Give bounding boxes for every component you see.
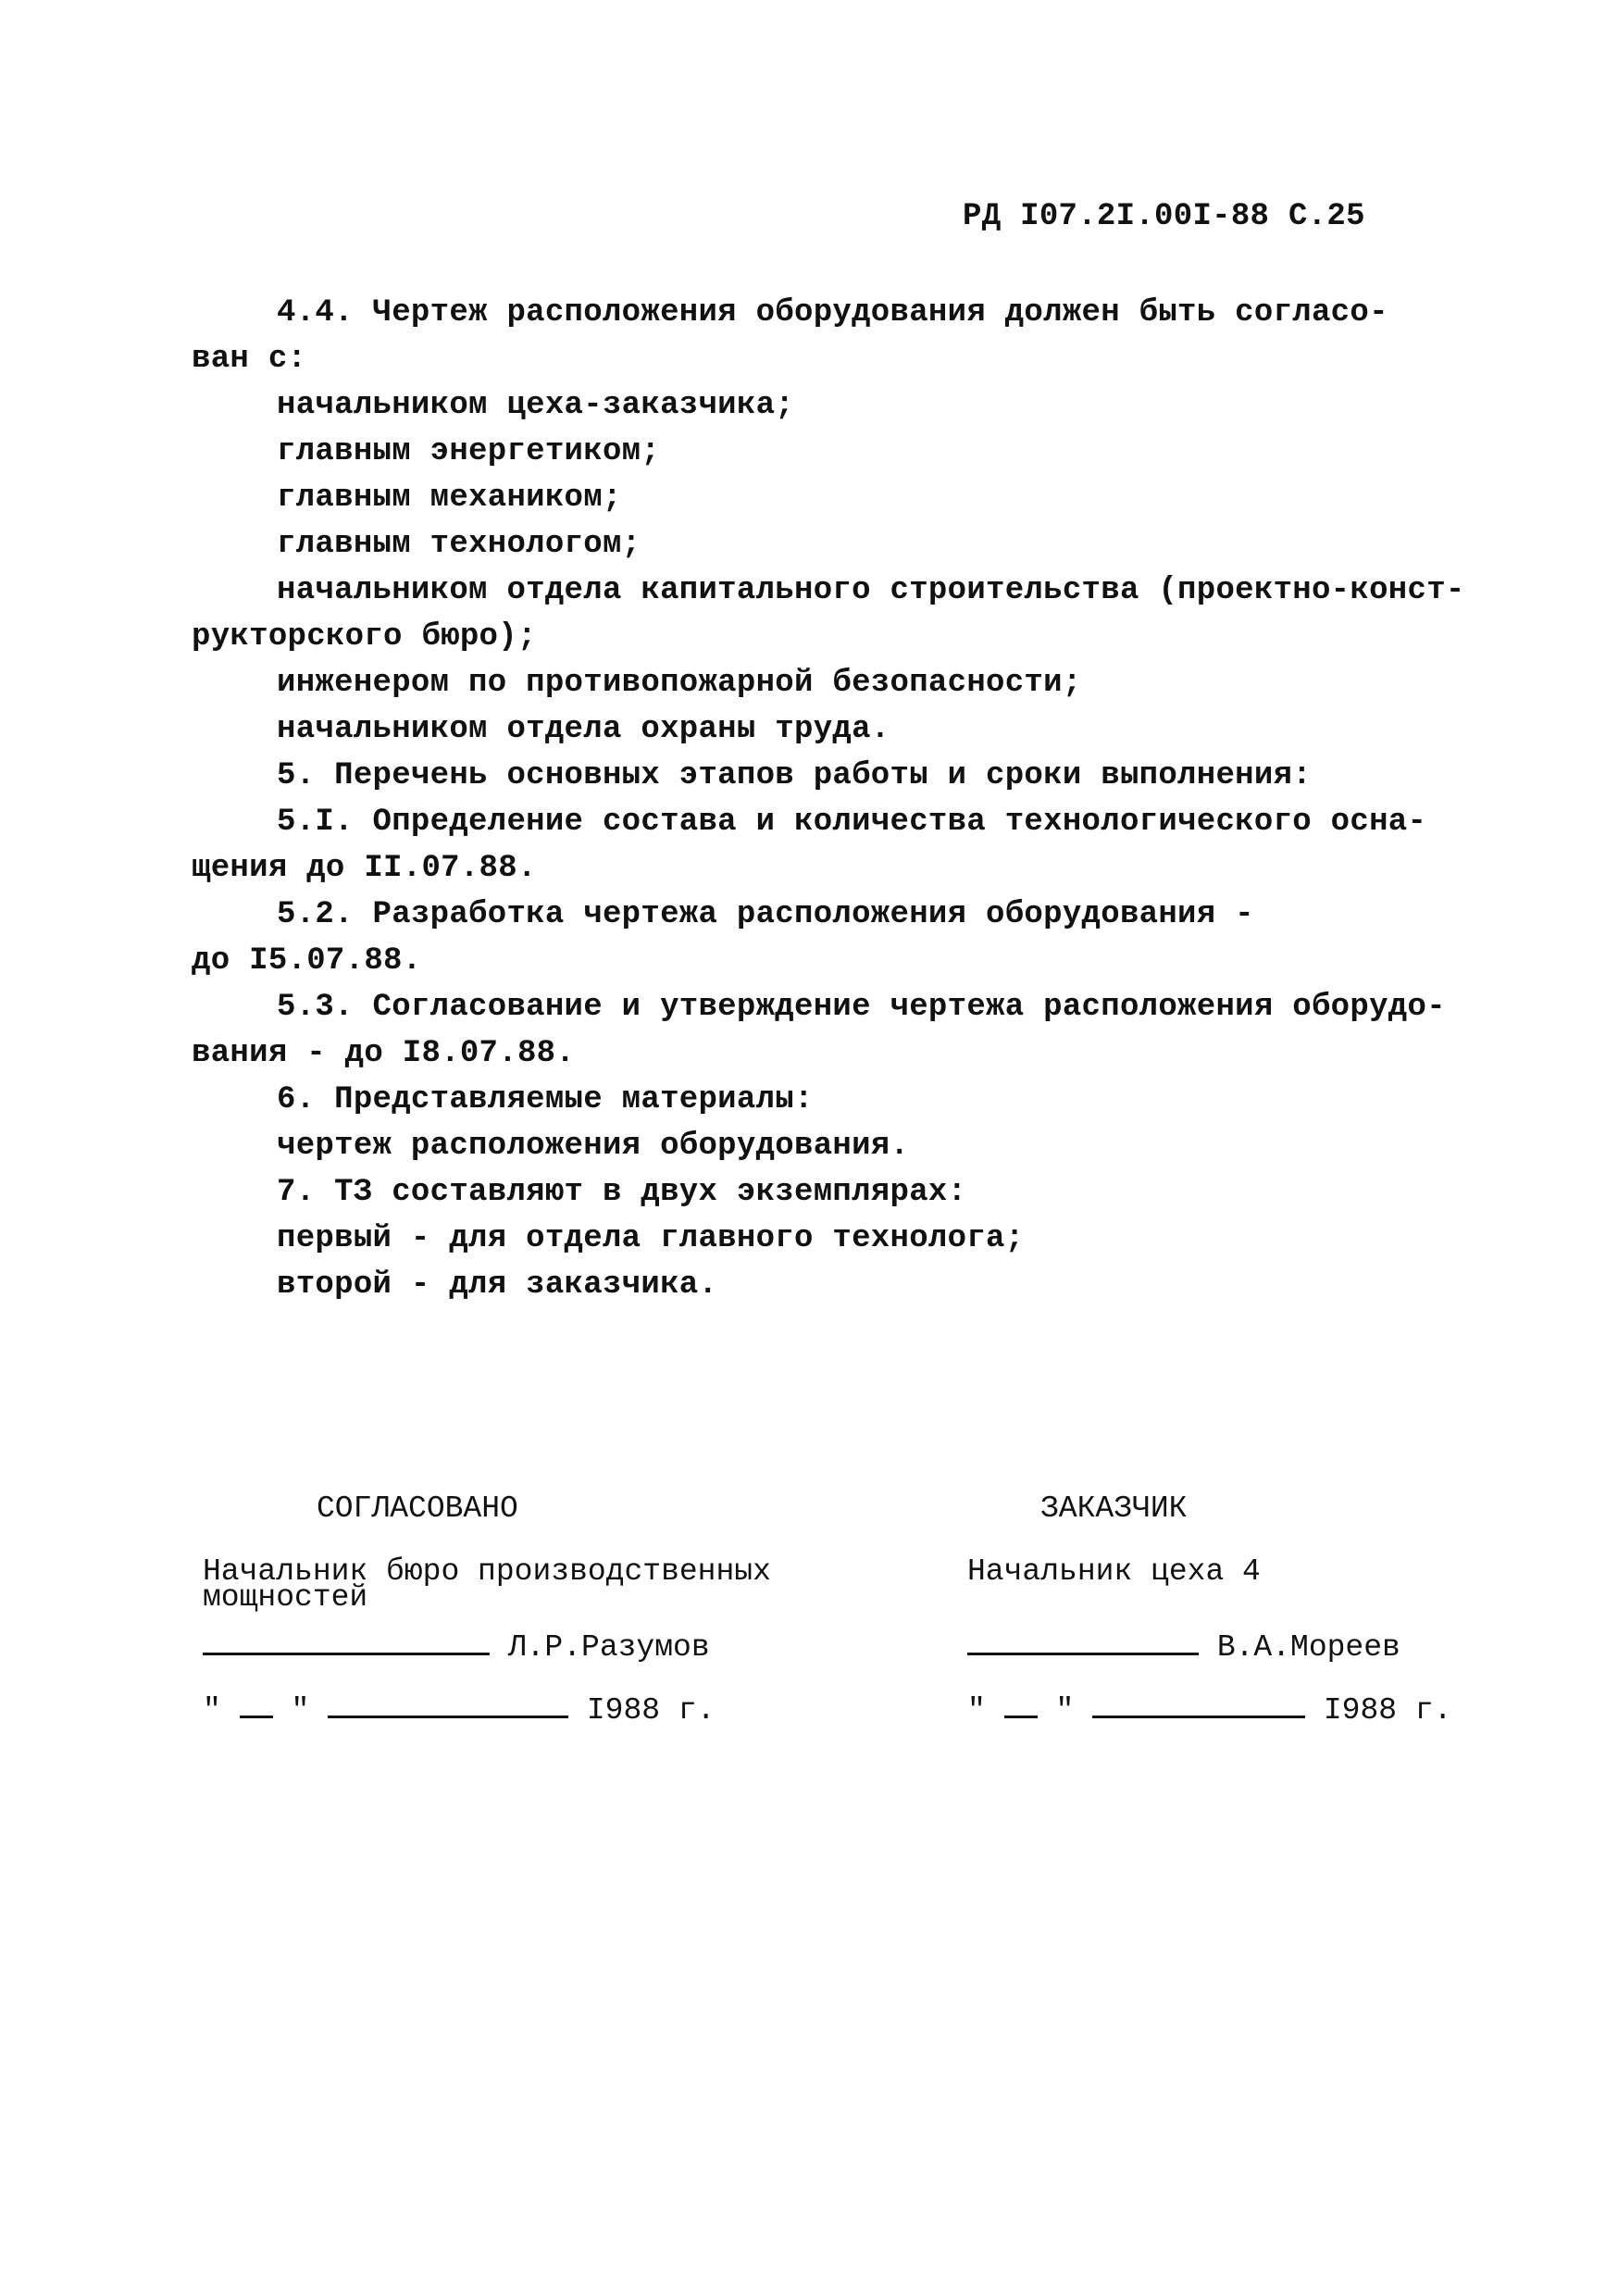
body-line: инженером по противопожарной безопасности; bbox=[277, 666, 1082, 701]
month-blank bbox=[1092, 1710, 1305, 1718]
approver-date-line bbox=[203, 1694, 716, 1728]
body-line: 4.4. Чертеж расположения оборудования должен быть согласо- bbox=[277, 295, 1388, 331]
body-line: 5. Перечень основных этапов работы и сроки выполнения: bbox=[277, 758, 1312, 793]
day-blank bbox=[1004, 1710, 1038, 1718]
body-line: начальником цеха-заказчика; bbox=[277, 388, 794, 423]
body-line: рукторского бюро); bbox=[192, 619, 537, 655]
quote-close: " bbox=[1055, 1693, 1075, 1728]
signature-blank bbox=[967, 1647, 1199, 1655]
customer-name: В.А.Мореев bbox=[1216, 1630, 1400, 1665]
approver-year: I988 г. bbox=[586, 1693, 716, 1728]
approved-heading: СОГЛАСОВАНО bbox=[317, 1491, 518, 1526]
body-line: 5.3. Согласование и утверждение чертежа расположения оборудо- bbox=[277, 990, 1446, 1025]
customer-year: I988 г. bbox=[1323, 1693, 1452, 1728]
body-line: чертеж расположения оборудования. bbox=[277, 1129, 910, 1164]
approver-position: Начальник бюро производственных bbox=[203, 1554, 771, 1589]
body-line: 5.I. Определение состава и количества технологического осна- bbox=[277, 805, 1427, 840]
body-line: первый - для отдела главного технолога; bbox=[277, 1221, 1025, 1256]
body-line: щения до II.07.88. bbox=[192, 851, 537, 886]
month-blank bbox=[328, 1710, 568, 1718]
body-line: второй - для заказчика. bbox=[277, 1267, 718, 1303]
body-line: ван с: bbox=[192, 342, 307, 377]
body-line: главным технологом; bbox=[277, 527, 641, 562]
approver-signature-line bbox=[203, 1631, 710, 1665]
body-line: 6. Представляемые материалы: bbox=[277, 1082, 814, 1117]
body-line: главным механиком; bbox=[277, 480, 622, 516]
body-line: главным энергетиком; bbox=[277, 434, 661, 469]
body-line: до I5.07.88. bbox=[192, 943, 422, 979]
signature-blank bbox=[203, 1647, 490, 1655]
body-line: вания - до I8.07.88. bbox=[192, 1036, 576, 1071]
customer-date-line bbox=[967, 1694, 1452, 1728]
customer-position: Начальник цеха 4 bbox=[967, 1554, 1261, 1589]
quote-close: " bbox=[291, 1693, 310, 1728]
quote-open: " bbox=[203, 1693, 221, 1728]
customer-heading: ЗАКАЗЧИК bbox=[1040, 1491, 1188, 1526]
day-blank bbox=[240, 1710, 273, 1718]
body-line: начальником отдела капитального строительства (проектно-конст- bbox=[277, 573, 1465, 608]
approver-position-cont: мощностей bbox=[203, 1580, 368, 1615]
approver-name: Л.Р.Разумов bbox=[507, 1630, 710, 1665]
body-line: начальником отдела охраны труда. bbox=[277, 712, 890, 747]
document-header: РД I07.2I.00I-88 С.25 bbox=[963, 199, 1365, 234]
quote-open: " bbox=[967, 1693, 986, 1728]
body-line: 5.2. Разработка чертежа расположения оборудования - bbox=[277, 897, 1254, 932]
body-line: 7. ТЗ составляют в двух экземплярах: bbox=[277, 1175, 967, 1210]
customer-signature-line bbox=[967, 1631, 1400, 1665]
